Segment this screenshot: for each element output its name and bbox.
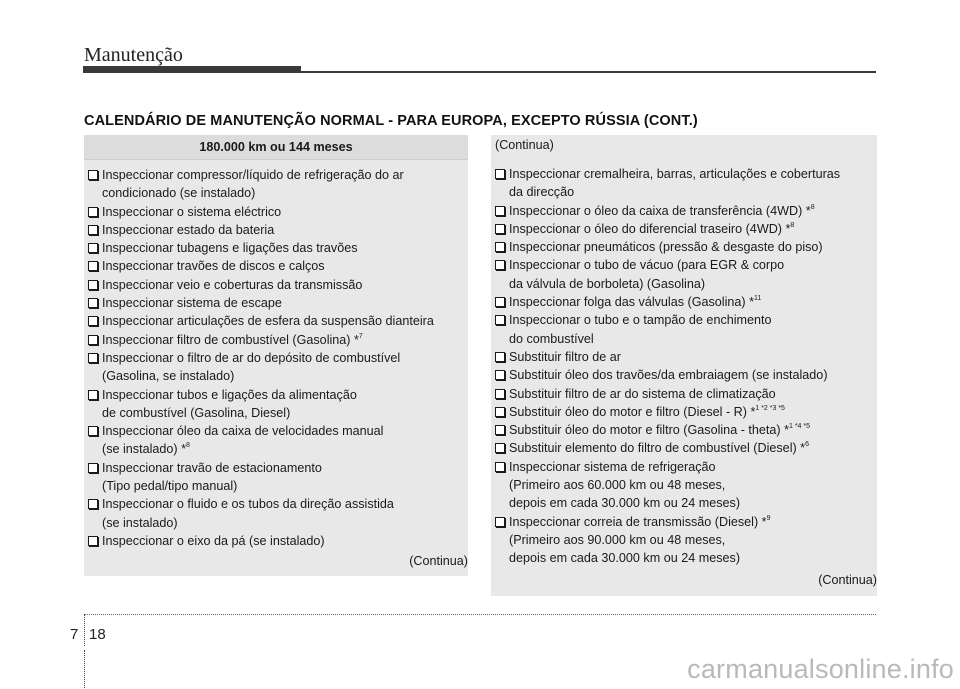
checklist-item	[84, 495, 468, 532]
item-text: Inspeccionar folga das válvulas (Gasolina) *	[509, 295, 755, 310]
item-text: Inspeccionar tubagens e ligações das travões	[102, 241, 358, 256]
item-text: Inspeccionar sistema de refrigeração (Primeiro aos 60.000 km ou 48 meses, depois em cada 30.000 km ou 24 meses)	[509, 459, 741, 511]
checklist-item	[84, 257, 468, 275]
footnote-ref: 11	[754, 295, 762, 303]
checklist-item	[491, 366, 877, 384]
checklist-item	[491, 458, 877, 513]
checklist-item	[84, 331, 468, 349]
item-text: Inspeccionar o óleo da caixa de transferência (4WD) *	[509, 203, 811, 218]
checklist-item	[84, 386, 468, 423]
item-text: Inspeccionar cremalheira, barras, articulações e coberturas da direcção	[509, 167, 841, 200]
footnote-ref: 8	[186, 442, 190, 450]
item-text: Inspeccionar óleo da caixa de velocidades manual (se instalado) *	[102, 424, 384, 457]
item-text: Inspeccionar correia de transmissão (Diesel) *	[509, 514, 767, 529]
checkbox-icon	[88, 499, 98, 509]
checklist-right	[491, 159, 877, 568]
item-text: Substituir elemento do filtro de combustível (Diesel) *	[509, 441, 806, 456]
item-text: Inspeccionar o eixo da pá (se instalado)	[102, 533, 325, 548]
page-header-title: Manutenção	[84, 44, 183, 66]
item-text: Inspeccionar estado da bateria	[102, 222, 275, 237]
checklist-item	[84, 203, 468, 221]
checkbox-icon	[495, 389, 505, 399]
continues-label: (Continua)	[409, 554, 468, 569]
checkbox-icon	[88, 390, 98, 400]
checkbox-icon	[495, 407, 505, 417]
item-text: Inspeccionar o sistema eléctrico	[102, 204, 282, 219]
footnote-ref: 8	[790, 221, 795, 229]
item-text: Inspeccionar veio e coberturas da transmissão	[102, 277, 363, 292]
checkbox-icon	[88, 353, 98, 363]
checklist-item	[491, 220, 877, 238]
chapter-number: 7	[70, 626, 79, 643]
footer-divider	[84, 614, 85, 646]
footnote-ref: 6	[805, 441, 809, 449]
checklist-item	[84, 166, 468, 203]
checkbox-icon	[88, 280, 98, 290]
watermark: carmanualsonline.info	[687, 654, 954, 684]
checkbox-icon	[88, 536, 98, 546]
checkbox-icon	[88, 261, 98, 271]
item-text: Inspeccionar filtro de combustível (Gasolina) *	[102, 332, 359, 347]
checkbox-icon	[88, 243, 98, 253]
item-text: Inspeccionar compressor/líquido de refrigeração do ar condicionado (se instalado)	[102, 168, 404, 201]
checkbox-icon	[495, 443, 505, 453]
item-text: Inspeccionar travões de discos e calços	[102, 259, 325, 274]
checklist-left	[84, 160, 468, 550]
header-rule-thin	[301, 71, 876, 73]
checklist-item	[491, 293, 877, 311]
checkbox-icon	[495, 352, 505, 362]
continues-label: (Continua)	[818, 572, 877, 587]
item-text: Inspeccionar sistema de escape	[102, 296, 282, 311]
checklist-item	[84, 294, 468, 312]
footer-rule	[84, 614, 876, 615]
checklist-item	[491, 513, 877, 568]
footnote-ref: 9	[766, 514, 771, 522]
checklist-item	[491, 348, 877, 366]
checklist-item	[84, 422, 468, 459]
checkbox-icon	[88, 426, 98, 436]
item-text: Inspeccionar o filtro de ar do depósito de combustível (Gasolina, se instalado)	[102, 350, 401, 384]
footnote-ref: 8	[810, 203, 815, 211]
item-text: Substituir filtro de ar do sistema de climatização	[509, 386, 776, 401]
checklist-item	[491, 385, 877, 403]
item-text-extra: (Primeiro aos 90.000 km ou 48 meses, depois em cada 30.000 km ou 24 meses)	[509, 532, 741, 566]
item-text: Substituir filtro de ar	[509, 349, 621, 364]
item-text: Inspeccionar o tubo e o tampão de enchimento do combustível	[509, 313, 772, 346]
checkbox-icon	[495, 517, 505, 527]
checkbox-icon	[495, 224, 505, 234]
checkbox-icon	[495, 370, 505, 380]
checkbox-icon	[88, 207, 98, 217]
checkbox-icon	[88, 298, 98, 308]
checklist-item	[84, 459, 468, 496]
checklist-item	[84, 239, 468, 257]
checklist-item	[491, 439, 877, 457]
checklist-item	[491, 421, 877, 439]
checklist-item	[491, 238, 877, 256]
checklist-item	[84, 221, 468, 239]
checkbox-icon	[88, 225, 98, 235]
checkbox-icon	[495, 462, 505, 472]
checkbox-icon	[88, 463, 98, 473]
checklist-item	[491, 403, 877, 421]
maintenance-column-left	[84, 135, 468, 576]
item-text: Inspeccionar articulações de esfera da suspensão dianteira	[102, 314, 434, 329]
item-text: Substituir óleo dos travões/da embraiagem (se instalado)	[509, 368, 828, 383]
checklist-item	[491, 256, 877, 293]
section-title: CALENDÁRIO DE MANUTENÇÃO NORMAL - PARA EUROPA, EXCEPTO RÚSSIA (CONT.)	[84, 113, 698, 129]
checkbox-icon	[495, 315, 505, 325]
footer-divider	[84, 650, 85, 688]
maintenance-column-right	[491, 135, 877, 596]
item-text: Inspeccionar o tubo de vácuo (para EGR & corpo da válvula de borboleta) (Gasolina)	[509, 258, 785, 291]
checkbox-icon	[88, 316, 98, 326]
item-text: Substituir óleo do motor e filtro (Gasolina - theta) *	[509, 423, 789, 438]
continued-heading: (Continua)	[495, 138, 554, 152]
checkbox-icon	[495, 260, 505, 270]
item-text: Inspeccionar o óleo do diferencial traseiro (4WD) *	[509, 221, 791, 236]
checkbox-icon	[495, 169, 505, 179]
checkbox-icon	[495, 206, 505, 216]
footnote-ref: 7	[358, 332, 363, 340]
checkbox-icon	[495, 425, 505, 435]
checklist-item	[491, 311, 877, 348]
checklist-item	[84, 312, 468, 330]
checklist-item	[84, 532, 468, 550]
item-text: Inspeccionar o fluido e os tubos da direção assistida (se instalado)	[102, 497, 394, 530]
item-text: Substituir óleo do motor e filtro (Diesel - R) *	[509, 404, 756, 419]
footnote-ref: 1 *2 *3 *5	[755, 404, 785, 412]
item-text: Inspeccionar travão de estacionamento (Tipo pedal/tipo manual)	[102, 460, 322, 494]
checklist-item	[84, 276, 468, 294]
checkbox-icon	[495, 242, 505, 252]
item-text: Inspeccionar pneumáticos (pressão & desgaste do piso)	[509, 240, 823, 255]
header-rule-thick	[83, 66, 301, 73]
page-number: 18	[89, 626, 106, 643]
checklist-item	[84, 349, 468, 386]
checkbox-icon	[88, 170, 98, 180]
interval-heading: 180.000 km ou 144 meses	[84, 135, 468, 160]
footnote-ref: 1 *4 *5	[789, 423, 811, 431]
checklist-item	[491, 202, 877, 220]
checkbox-icon	[495, 297, 505, 307]
checkbox-icon	[88, 335, 98, 345]
item-text: Inspeccionar tubos e ligações da alimentação de combustível (Gasolina, Diesel)	[102, 387, 357, 420]
checklist-item	[491, 165, 877, 202]
